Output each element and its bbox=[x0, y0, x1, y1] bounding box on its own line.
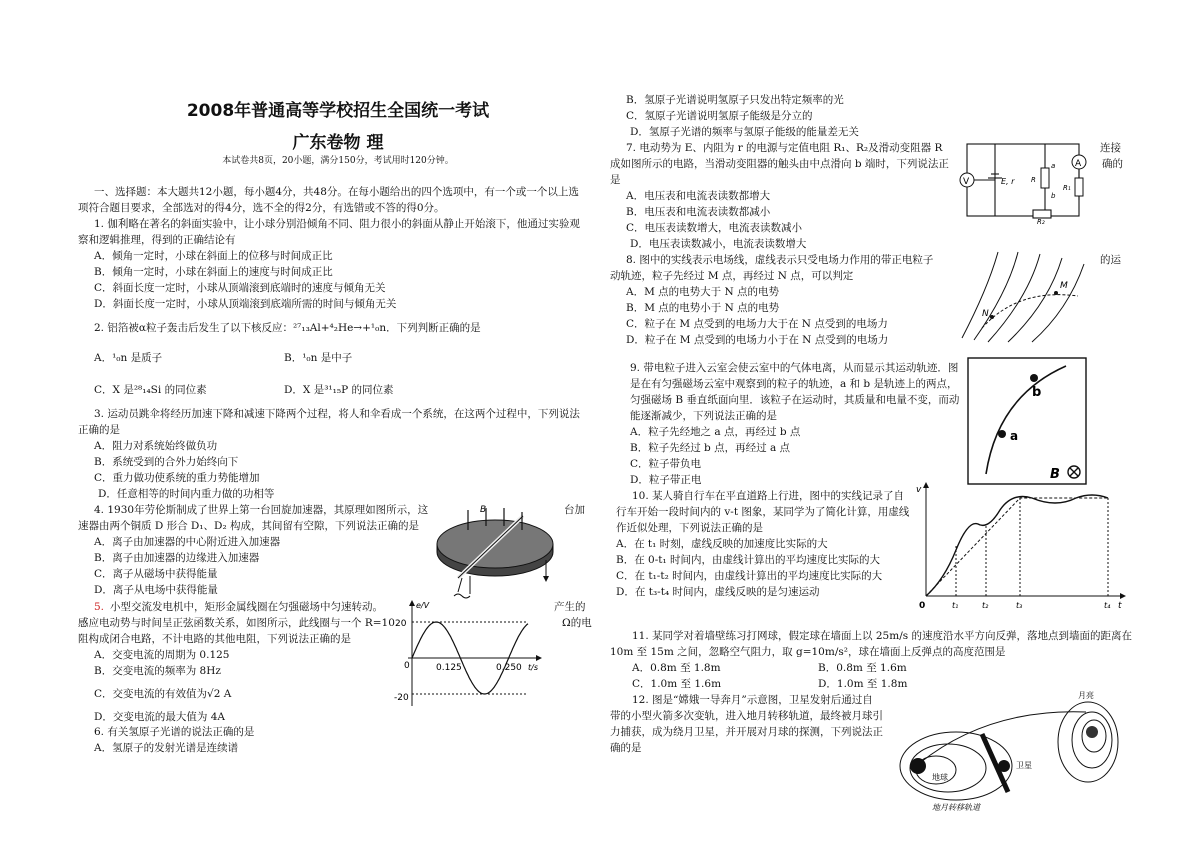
q7-stem-2b: 确的 bbox=[1102, 158, 1123, 170]
q2-option-c: C．X 是²⁸₁₄Si 的同位素 bbox=[94, 384, 207, 396]
q8-option-d: D．粒子在 M 点受到的电场力小于在 N 点受到的电场力 bbox=[626, 334, 889, 346]
q5-stem-3: 阻构成闭合电路，不计电路的其他电阻，下列说法正确的是 bbox=[78, 633, 351, 645]
transfer-orbit-label: 地月转移轨道 bbox=[932, 803, 980, 812]
q11-option-b: B．0.8m 至 1.6m bbox=[818, 662, 907, 674]
graph-t1: 0.125 bbox=[436, 663, 462, 673]
vt-actual-curve bbox=[926, 495, 1108, 596]
emf-label: E, r bbox=[1001, 177, 1015, 186]
q5-stem-2b: Ω的电 bbox=[562, 617, 592, 629]
vt-t1-label: t₁ bbox=[952, 601, 959, 610]
q4-option-b: B．离子由加速器的边缘进入加速器 bbox=[94, 552, 260, 564]
q9-option-a: A．粒子先经地之 a 点，再经过 b 点 bbox=[630, 426, 801, 438]
q8-stem-1a: 8. 图中的实线表示电场线，虚线表示只受电场力作用的带正电粒子 bbox=[626, 254, 934, 266]
q7-stem-2a: 成如图所示的电路，当滑动变阻器的触头由中点滑向 b 端时，下列说法正 bbox=[610, 158, 949, 170]
rheostat-label: R bbox=[1031, 176, 1036, 184]
q5-option-c: C．交变电流的有效值为√2 A bbox=[94, 688, 232, 700]
q11-stem-1: 11. 某同学对着墙壁练习打网球，假定球在墙面上以 25m/s 的速度沿水平方向反弹，落地点到墙面的距离在 bbox=[632, 630, 1132, 642]
q9-stem-3: 匀强磁场 B 垂直纸面向里．该粒子在运动时，其质量和电量不变，而动 bbox=[630, 394, 960, 406]
ammeter-label: A bbox=[1075, 159, 1082, 169]
point-b-label: b bbox=[1032, 385, 1042, 400]
q10-option-c: C．在 t₁-t₂ 时间内，由虚线计算出的平均速度比实际的大 bbox=[616, 570, 883, 582]
q3-option-b: B．系统受到的合外力始终向下 bbox=[94, 456, 239, 468]
point-n-label: N bbox=[982, 309, 989, 319]
cloud-chamber-figure bbox=[966, 356, 1090, 488]
exam-title: 2008年普通高等学校招生全国统一考试 bbox=[186, 101, 490, 121]
q6-option-d: D．氢原子光谱的频率与氢原子能级的能量差无关 bbox=[630, 126, 859, 138]
voltmeter-label: V bbox=[963, 177, 970, 187]
vt-t-label: t bbox=[1118, 601, 1122, 611]
q8-option-a: A．M 点的电势大于 N 点的电势 bbox=[626, 286, 780, 298]
vt-origin-label: 0 bbox=[919, 601, 926, 611]
q3-option-a: A．阻力对系统始终做负功 bbox=[94, 440, 218, 452]
q12-stem-4: 确的是 bbox=[610, 742, 642, 754]
satellite-label: 卫星 bbox=[1016, 761, 1032, 770]
q3-stem-1: 3. 运动员跳伞将经历加速下降和减速下降两个过程，将人和伞看成一个系统，在这两个过程中，下列说法 bbox=[94, 408, 580, 420]
cyclotron-b-label: B bbox=[480, 505, 487, 515]
r2-label: R₂ bbox=[1037, 218, 1045, 224]
q10-option-b: B．在 0-t₁ 时间内，由虚线计算出的平均速度比实际的大 bbox=[616, 554, 881, 566]
graph-ylabel: e/V bbox=[416, 601, 430, 610]
graph-origin: 0 bbox=[404, 661, 410, 671]
q3-option-c: C．重力做功使系统的重力势能增加 bbox=[94, 472, 260, 484]
q11-option-d: D．1.0m 至 1.8m bbox=[818, 678, 908, 690]
q4-option-a: A．离子由加速器的中心附近进入加速器 bbox=[94, 536, 281, 548]
q3-stem-2: 正确的是 bbox=[78, 424, 120, 436]
q10-option-a: A．在 t₁ 时刻，虚线反映的加速度比实际的大 bbox=[616, 538, 828, 550]
point-a-label: a bbox=[1010, 429, 1019, 443]
q11-option-c: C．1.0m 至 1.6m bbox=[632, 678, 722, 690]
q11-option-a: A．0.8m 至 1.8m bbox=[632, 662, 721, 674]
q7-stem-3: 是 bbox=[610, 174, 621, 186]
q7-option-c: C．电压表读数增大，电流表读数减小 bbox=[626, 222, 803, 234]
vt-graph bbox=[916, 480, 1128, 612]
q6-stem: 6. 有关氢原子光谱的说法正确的是 bbox=[94, 726, 255, 738]
q6-option-c: C．氢原子光谱说明氢原子能级是分立的 bbox=[626, 110, 813, 122]
q1-stem-2: 察和逻辑推理，得到的正确结论有 bbox=[78, 234, 236, 246]
q7-option-d: D．电压表读数减小，电流表读数增大 bbox=[630, 238, 807, 250]
q4-stem-1b: 台加 bbox=[564, 504, 585, 516]
vt-t3-label: t₃ bbox=[1016, 601, 1023, 610]
circuit-figure bbox=[955, 138, 1091, 224]
q8-stem-1b: 的运 bbox=[1100, 254, 1121, 266]
r1-label: R₁ bbox=[1063, 184, 1071, 192]
field-b-label: B bbox=[1050, 467, 1060, 482]
q1-stem-1: 1. 伽利略在著名的斜面实验中，让小球分别沿倾角不同、阻力很小的斜面从静止开始滚下，他通过实验观 bbox=[94, 218, 580, 230]
q1-option-d: D．斜面长度一定时，小球从顶端滚到底端所需的时间与倾角无关 bbox=[94, 298, 397, 310]
q5-stem-1b: 产生的 bbox=[554, 601, 586, 613]
rheostat-a-label: a bbox=[1051, 162, 1056, 170]
q11-stem-2: 10m 至 15m 之间，忽略空气阻力，取 g=10m/s²，球在墙面上反弹点的高度范围是 bbox=[610, 646, 1006, 658]
electric-field-figure bbox=[958, 248, 1098, 344]
q5-stem-1a: 小型交流发电机中，矩形金属线圈在匀强磁场中匀速转动。 bbox=[110, 601, 383, 613]
q9-option-b: B．粒子先经过 b 点，再经过 a 点 bbox=[630, 442, 791, 454]
q3-option-d: D．任意相等的时间内重力做的功相等 bbox=[98, 488, 275, 500]
q7-stem-1a: 7. 电动势为 E、内阻为 r 的电源与定值电阻 R₁、R₂及滑动变阻器 R bbox=[626, 142, 943, 154]
exam-intro: 本试卷共8页，20小题，满分150分，考试用时120分钟。 bbox=[222, 156, 454, 166]
q6-option-a: A．氢原子的发射光谱是连续谱 bbox=[94, 742, 239, 754]
q12-stem-1: 12. 图是“嫦娥一导奔月”示意图，卫星发射后通过自 bbox=[632, 694, 873, 706]
vt-t2-label: t₂ bbox=[982, 601, 989, 610]
q12-stem-2: 带的小型火箭多次变轨，进入地月转移轨道，最终被月球引 bbox=[610, 710, 883, 722]
q9-stem-1: 9. 带电粒子进入云室会使云室中的气体电离，从而显示其运动轨迹．图 bbox=[630, 362, 959, 374]
vt-approx-line bbox=[926, 498, 1108, 596]
section-desc-1: 一、选择题：本大题共12小题，每小题4分，共48分。在每小题给出的四个选项中，有一个或一个以上选 bbox=[94, 186, 579, 198]
cyclotron-figure bbox=[428, 500, 562, 604]
q8-option-b: B．M 点的电势小于 N 点的电势 bbox=[626, 302, 780, 314]
graph-ymax: 20 bbox=[395, 619, 407, 629]
graph-xlabel: t/s bbox=[528, 663, 538, 672]
q2-option-a: A．¹₀n 是质子 bbox=[94, 352, 163, 364]
vt-v-label: v bbox=[916, 485, 922, 495]
rheostat-b-label: b bbox=[1051, 192, 1056, 200]
q9-stem-4: 能逐渐减少，下列说法正确的是 bbox=[630, 410, 777, 422]
q7-option-a: A．电压表和电流表读数都增大 bbox=[626, 190, 771, 202]
point-m-label: M bbox=[1060, 281, 1068, 291]
section-desc-2: 项符合题目要求，全部选对的得4分，选不全的得2分，有选错或不答的得0分。 bbox=[78, 202, 445, 214]
q8-stem-2: 动轨迹，粒子先经过 M 点，再经过 N 点，可以判定 bbox=[610, 270, 854, 282]
q10-option-d: D．在 t₃-t₄ 时间内，虚线反映的是匀速运动 bbox=[616, 586, 820, 598]
q4-option-c: C．离子从磁场中获得能量 bbox=[94, 568, 218, 580]
q10-stem-2: 行车开始一段时间内的 v-t 图象，某同学为了简化计算，用虚线 bbox=[616, 506, 910, 518]
q2-stem: 2. 铝箔被α粒子轰击后发生了以下核反应：²⁷₁₃Al+⁴₂He→+¹₀n．下列判断正确的是 bbox=[94, 322, 481, 334]
ac-emf-graph bbox=[394, 598, 550, 710]
q9-stem-2: 是在有匀强磁场云室中观察到的粒子的轨迹，a 和 b 是轨迹上的两点， bbox=[630, 378, 958, 390]
graph-t2: 0.250 bbox=[496, 663, 522, 673]
q5-stem-2a: 感应电动势与时间呈正弦函数关系，如图所示，此线圈与一个 R=10 bbox=[78, 617, 395, 629]
exam-subtitle: 广东卷物 理 bbox=[292, 133, 384, 153]
q10-stem-3: 作近似处理，下列说法正确的是 bbox=[616, 522, 763, 534]
q9-option-d: D．粒子带正电 bbox=[630, 474, 702, 486]
q5-number: 5. bbox=[94, 601, 105, 613]
q2-option-b: B．¹₀n 是中子 bbox=[284, 352, 353, 364]
q10-stem-1: 10. 某人骑自行车在平直道路上行进，图中的实线记录了自 bbox=[632, 490, 905, 502]
q1-option-a: A．倾角一定时，小球在斜面上的位移与时间成正比 bbox=[94, 250, 333, 262]
moon-label: 月亮 bbox=[1078, 691, 1094, 700]
q1-option-b: B．倾角一定时，小球在斜面上的速度与时间成正比 bbox=[94, 266, 333, 278]
earth-label: 地球 bbox=[932, 773, 948, 782]
q5-option-d: D．交变电流的最大值为 4A bbox=[94, 711, 226, 723]
graph-ymin: -20 bbox=[394, 693, 409, 703]
q6-option-b: B．氢原子光谱说明氢原子只发出特定频率的光 bbox=[626, 94, 844, 106]
change-orbit-figure bbox=[896, 688, 1140, 816]
q4-stem-1a: 4. 1930年劳伦斯制成了世界上第一台回旋加速器，其原理如图所示，这 bbox=[94, 504, 429, 516]
vt-t4-label: t₄ bbox=[1104, 601, 1111, 610]
q8-option-c: C．粒子在 M 点受到的电场力大于在 N 点受到的电场力 bbox=[626, 318, 888, 330]
q2-option-d: D．X 是³¹₁₅P 的同位素 bbox=[284, 384, 394, 396]
q12-stem-3: 力捕获，成为绕月卫星，并开展对月球的探测，下列说法正 bbox=[610, 726, 883, 738]
q1-option-c: C．斜面长度一定时，小球从顶端滚到底端时的速度与倾角无关 bbox=[94, 282, 386, 294]
q9-option-c: C．粒子带负电 bbox=[630, 458, 702, 470]
q5-option-b: B．交变电流的频率为 8Hz bbox=[94, 665, 221, 677]
q7-stem-1b: 连接 bbox=[1100, 142, 1121, 154]
q7-option-b: B．电压表和电流表读数都减小 bbox=[626, 206, 771, 218]
q5-option-a: A．交变电流的周期为 0.125 bbox=[94, 649, 230, 661]
q4-stem-2: 速器由两个铜质 D 形合 D₁、D₂ 构成，其间留有空隙，下列说法正确的是 bbox=[78, 520, 420, 532]
q4-option-d: D．离子从电场中获得能量 bbox=[94, 584, 218, 596]
